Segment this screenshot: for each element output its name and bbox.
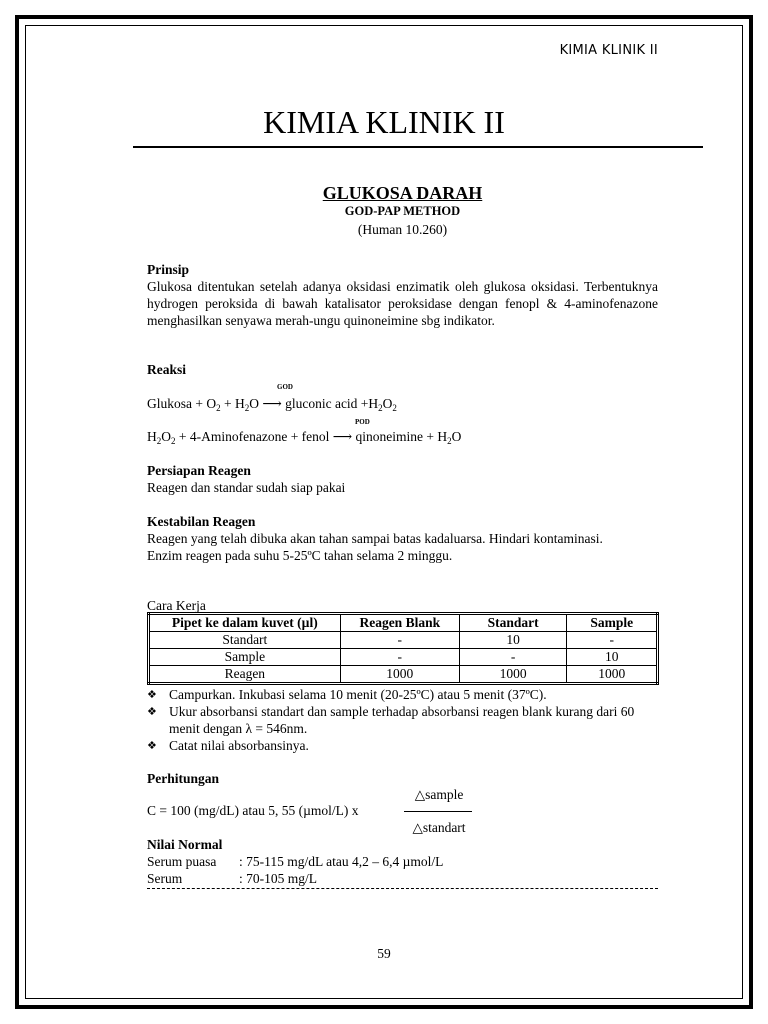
table-row (149, 632, 658, 649)
eq1-text: Glukosa + O (147, 396, 217, 411)
kestabilan-section (147, 513, 658, 564)
prinsip-heading: Prinsip (147, 262, 190, 277)
list-item (147, 686, 658, 703)
normal-label: Serum (147, 871, 183, 886)
reaction-equation-1 (147, 395, 658, 412)
reaksi-heading-text: Reaksi (147, 362, 187, 377)
catalog-number: (Human 10.260) (357, 222, 448, 237)
eq2-text: H (147, 429, 157, 444)
table-cell: 1000 (340, 666, 459, 684)
step-text: Campurkan. Inkubasi selama 10 menit (20-25ºC) atau 5 menit (37ºC). (169, 687, 547, 702)
subscript: 2 (171, 436, 176, 446)
table-cell: 1000 (567, 666, 658, 684)
subscript: 2 (244, 403, 250, 413)
section-title: GLUKOSA DARAH (322, 183, 483, 203)
diamond-bullet-icon: ❖ (147, 688, 157, 701)
enzyme-label-pod: POD (355, 418, 370, 426)
reaksi-heading (147, 361, 658, 378)
eq2-text: O (161, 429, 171, 444)
diamond-bullet-icon: ❖ (147, 705, 157, 718)
column-header: Sample (567, 614, 658, 632)
table-row (149, 649, 658, 666)
formula-numerator: △sample (414, 787, 464, 802)
step-text: Ukur absorbansi standart dan sample terhadap absorbansi reagen blank kurang dari 60 menit dengan λ = 546nm. (169, 704, 635, 736)
kestabilan-text-2: Enzim reagen pada suhu 5-25ºC tahan selama 2 minggu. (147, 548, 453, 563)
normal-value: : 70-105 mg/L (239, 871, 317, 886)
column-header: Reagen Blank (340, 614, 459, 632)
formula-left: C = 100 (mg/dL) atau 5, 55 (µmol/L) x (147, 803, 359, 818)
persiapan-section (147, 462, 658, 496)
page-title: KIMIA KLINIK II (263, 104, 505, 140)
prinsip-section (147, 261, 658, 329)
normal-value: : 75-115 mg/dL atau 4,2 – 6,4 µmol/L (239, 854, 444, 869)
subscript: 2 (156, 436, 162, 446)
step-text: Catat nilai absorbansinya. (169, 738, 309, 753)
nilai-normal-heading: Nilai Normal (147, 837, 223, 852)
list-item (147, 853, 658, 870)
table-cell: - (459, 649, 566, 666)
persiapan-text: Reagen dan standar sudah siap pakai (147, 480, 346, 495)
perhitungan-heading: Perhitungan (147, 771, 220, 786)
eq1-text: + H (220, 396, 245, 411)
eq1-text: O (382, 396, 393, 411)
pipetting-table (147, 612, 659, 685)
method-name: GOD-PAP METHOD (344, 204, 461, 218)
nilai-normal-section (147, 836, 658, 887)
list-item (147, 703, 658, 737)
prinsip-text: Glukosa ditentukan setelah adanya oksidasi enzimatik oleh glukosa oksidasi. Terbentuknya hydrogen peroksida di bawah katalisator peroksidase dengan fenopl & 4-aminofenazone menghasilkan senyawa merah-ungu quinoneimine sbg indikator. (147, 279, 658, 328)
subscript: 2 (392, 403, 397, 413)
dashed-divider (147, 888, 658, 889)
table-cell: 1000 (459, 666, 566, 684)
subscript: 2 (447, 436, 452, 446)
column-header: Standart (459, 614, 566, 632)
table-row (149, 666, 658, 684)
table-cell: - (567, 632, 658, 649)
diamond-bullet-icon: ❖ (147, 739, 157, 752)
table-cell: Standart (149, 632, 341, 649)
enzyme-label-god: GOD (277, 383, 293, 391)
table-cell: Reagen (149, 666, 341, 684)
title-underline (133, 146, 703, 148)
table-cell: Sample (149, 649, 341, 666)
column-header: Pipet ke dalam kuvet (µl) (149, 614, 341, 632)
subscript: 2 (216, 403, 221, 413)
persiapan-heading: Persiapan Reagen (147, 463, 251, 478)
eq2-text: + 4-Aminofenazone + fenol ⟶ qinoneimine + H (175, 429, 448, 444)
reaction-equation-2 (147, 428, 658, 445)
normal-label: Serum puasa (147, 854, 217, 869)
table-header-row (149, 614, 658, 632)
eq2-text: O (451, 429, 462, 444)
cara-kerja-heading: Cara Kerja (147, 598, 206, 613)
table-cell: 10 (459, 632, 566, 649)
table-cell: - (340, 649, 459, 666)
procedure-steps (147, 686, 658, 754)
kestabilan-heading: Kestabilan Reagen (147, 514, 256, 529)
fraction-bar (404, 811, 472, 812)
table-cell: 10 (567, 649, 658, 666)
running-header: KIMIA KLINIK II (559, 43, 658, 58)
subscript: 2 (378, 403, 383, 413)
list-item (147, 870, 658, 887)
kestabilan-text-1: Reagen yang telah dibuka akan tahan sampai batas kadaluarsa. Hindari kontaminasi. (147, 531, 603, 546)
page-number: 59 (377, 946, 391, 961)
list-item (147, 737, 658, 754)
formula-denominator: △standart (412, 820, 466, 835)
section-heading (147, 182, 658, 239)
eq1-text: O ⟶ gluconic acid +H (249, 396, 379, 411)
table-cell: - (340, 632, 459, 649)
